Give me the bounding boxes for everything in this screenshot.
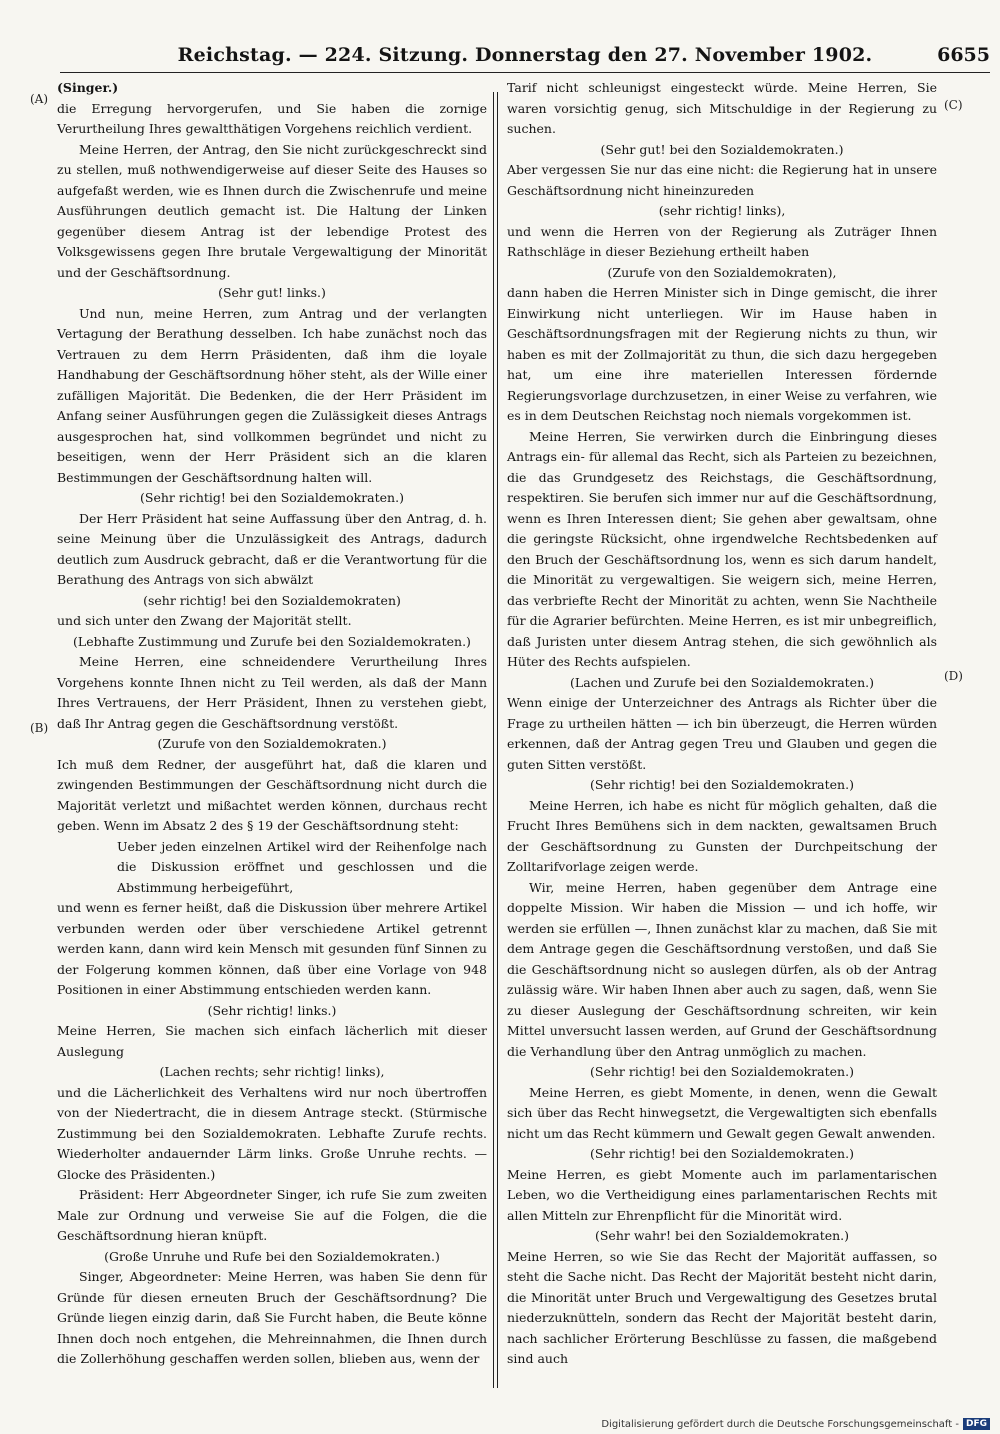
footer-text: Digitalisierung gefördert durch die Deutsche Forschungsgemeinschaft - (601, 1418, 959, 1430)
interjection: (Große Unruhe und Rufe bei den Sozialdemokraten.) (104, 1248, 440, 1264)
paragraph: Singer, Abgeordneter: Meine Herren, was haben Sie denn für Gründe für diesen erneuten Bruch der Geschäftsordnung? Die Gründe liegen einzig darin, daß Sie Furcht haben, die Beute könne Ihnen doch noch entgehen, die Mehreinnahmen, die Ihnen durch die Zollerhöhung geschaffen werden sollen, blieben aus, wenn der (57, 1269, 487, 1366)
paragraph: Meine Herren, es giebt Momente, in denen, wenn die Gewalt sich über das Recht hinwegsetzt, die Vergewaltigten sich ebenfalls nicht um das Recht kümmern und Gewalt gegen Gewalt anwenden. (507, 1084, 937, 1141)
paragraph: und wenn es ferner heißt, daß die Diskussion über mehrere Artikel verbunden werden oder über verschiedene Artikel getrennt werden kann, dann wird kein Mensch mit gesunden fünf Sinnen zu der Folgerung kommen können, daß über eine Vorlage von 948 Positionen in einer Abstimmung entschieden werden kann. (57, 900, 487, 997)
quoted-paragraph: Ueber jeden einzelnen Artikel wird der Reihenfolge nach die Diskussion eröffnet und geschlossen und die Abstimmung herbeigeführt, (117, 838, 487, 895)
interjection: (sehr richtig! links), (658, 203, 786, 218)
footer-credit (601, 1418, 990, 1430)
paragraph: dann haben die Herren Minister sich in Dinge gemischt, die ihrer Einwirkung nicht unterliegen. Wir im Hause haben in Geschäftsordnungsfragen mit der Regierung nichts zu thun, wir haben es mit der Zollmajorität zu thun, die sich dazu hergegeben hat, um eine ihre materiellen Interessen fördernde Regierungsvorlage durchzusetzen, in einer Weise zu verfahren, wie es in dem Deutschen Reichstag noch niemals vorgekommen ist. (507, 285, 937, 423)
paragraph: Aber vergessen Sie nur das eine nicht: die Regierung hat in unsere Geschäftsordnung nicht hineinzureden (507, 162, 937, 198)
paragraph: Meine Herren, es giebt Momente auch im parlamentarischen Leben, wo die Vertheidigung eines parlamentarischen Rechts mit allen Mitteln zur Ehrenpflicht für die Minorität wird. (507, 1166, 937, 1223)
interjection: (Sehr richtig! bei den Sozialdemokraten.) (590, 777, 854, 792)
page-header (60, 44, 990, 74)
paragraph: Und nun, meine Herren, zum Antrag und der verlangten Vertagung der Berathung desselben. Ich habe zunächst noch das Vertrauen zu dem Herrn Präsidenten, daß ihm die loyale Handhabung der Geschäftsordnung höher steht, als der Wille einer zufälligen Majorität. Die Bedenken, die der Herr Präsident im Anfang seiner Ausführungen gegen die Zulässigkeit dieses Antrags ausgesprochen hat, sind vollkommen begründet und nicht zu beseitigen, wenn der Herr Präsident sich an die klaren Bestimmungen der Geschäftsordnung halten will. (57, 305, 487, 485)
interjection: (Sehr richtig! links.) (207, 1002, 337, 1018)
interjection: (Zurufe von den Sozialdemokraten), (607, 264, 837, 280)
interjection: (Zurufe von den Sozialdemokraten.) (157, 736, 387, 751)
interjection: (Sehr richtig! bei den Sozialdemokraten.) (590, 1146, 854, 1161)
interjection: (Sehr wahr! bei den Sozialdemokraten.) (594, 1228, 850, 1243)
speaker-label: (Singer.) (57, 80, 119, 95)
margin-letter-d: (D) (944, 669, 963, 683)
paragraph: Wenn einige der Unterzeichner des Antrags als Richter über die Frage zu urtheilen hätten — ich bin überzeugt, die Herren würden erkennen, daß der Antrag gegen Treu und Glauben und gegen die guten Sitten verstößt. (507, 695, 937, 772)
paragraph: Ich muß dem Redner, der ausgeführt hat, daß die klaren und zwingenden Bestimmungen der Geschäftsordnung nicht durch die Majorität verletzt und mißachtet werden können, durchaus recht geben. Wenn im Absatz 2 des § 19 der Geschäftsordnung steht: (57, 756, 487, 833)
margin-letter-a: (A) (30, 92, 49, 106)
paragraph: Meine Herren, ich habe es nicht für möglich gehalten, daß die Frucht Ihres Bemühens sich in dem nackten, gewaltsamen Bruch der Geschäftsordnung zu Gunsten der Durchpeitschung der Zolltarifvorlage zeigen werde. (507, 797, 937, 874)
interjection: (Lebhafte Zustimmung und Zurufe bei den Sozialdemokraten.) (73, 633, 471, 649)
interjection: (Sehr gut! links.) (218, 285, 326, 300)
paragraph: Meine Herren, eine schneidendere Verurtheilung Ihres Vorgehens konnte Ihnen nicht zu Teil werden, als daß der Mann Ihres Vertrauens, der Herr Präsident, Ihnen zu verstehen giebt, daß Ihr Antrag gegen die Geschäftsordnung verstößt. (57, 654, 487, 731)
paragraph: Tarif nicht schleunigst eingesteckt würde. Meine Herren, Sie waren vorsichtig genug, sich Mitschuldige in der Regierung zu suchen. (507, 80, 937, 136)
column-divider (493, 92, 494, 1388)
interjection: (Sehr richtig! bei den Sozialdemokraten.) (140, 490, 404, 505)
paragraph: und die Lächerlichkeit des Verhaltens wird nur noch übertroffen von der Niedertracht, die in diesem Antrage steckt. (Stürmische Zustimmung bei den Sozialdemokraten. Lebhafte Zurufe rechts. Wiederholter andauernder Lärm links. Große Unruhe rechts. — Glocke des Präsidenten.) (57, 1084, 487, 1182)
interjection: (Lachen und Zurufe bei den Sozialdemokraten.) (570, 674, 874, 690)
page-number: 6655 (937, 44, 990, 66)
paragraph: Präsident: Herr Abgeordneter Singer, ich rufe Sie zum zweiten Male zur Ordnung und verweise Sie auf die Folgen, die die Geschäftsordnung hieran knüpft. (57, 1187, 487, 1243)
margin-letter-b: (B) (30, 721, 49, 735)
column-divider-double (497, 92, 498, 1388)
paragraph: Der Herr Präsident hat seine Auffassung über den Antrag, d. h. seine Meinung über die Unzulässigkeit des Antrags, dadurch deutlich zum Ausdruck gebracht, daß er die Verantwortung für die Berathung des Antrags von sich abwälzt (57, 510, 487, 587)
paragraph: Meine Herren, Sie verwirken durch die Einbringung dieses Antrags ein- für allemal das Recht, sich als Parteien zu bezeichnen, die das Grundgesetz des Reichstags, die Geschäftsordnung, respektiren. Sie berufen sich immer nur auf die Geschäftsordnung, wenn es Ihren Interessen dient; Sie gehen aber gewaltsam, ohne die geringste Rücksicht, ohne irgendwelche Rechtsbedenken auf den Bruch der Geschäftsordnung los, wenn es sich darum handelt, die Minorität zu vergewaltigen. Sie weigern sich, meine Herren, das verbriefte Recht der Minorität zu achten, wenn Sie Nachtheile für die Agrarier befürchten. Meine Herren, es ist mir unbegreiflich, daß Juristen unter diesem Antrag stehen, die sich gewöhnlich als Hüter des Rechts aufspielen. (507, 428, 937, 669)
interjection: (sehr richtig! bei den Sozialdemokraten) (143, 592, 401, 608)
interjection: (Lachen rechts; sehr richtig! links), (159, 1064, 385, 1079)
header-rule (60, 72, 990, 73)
paragraph: Meine Herren, der Antrag, den Sie nicht zurückgeschreckt sind zu stellen, muß nothwendigerweise auf dieser Seite des Hauses so aufgefaßt werden, wie es Ihnen durch die Zwischenrufe und meine Ausführungen deutlich gemacht ist. Die Haltung der Linken gegenüber diesem Antrag ist der lebendige Protest des Volksgewissens gegen Ihre brutale Vergewaltigung der Minorität und der Geschäftsordnung. (57, 141, 487, 280)
paragraph: und wenn die Herren von der Regierung als Zuträger Ihnen Rathschläge in dieser Beziehung ertheilt haben (507, 223, 937, 259)
paragraph: Wir, meine Herren, haben gegenüber dem Antrage eine doppelte Mission. Wir haben die Mission — und ich hoffe, wir werden sie erfüllen —, Ihnen zunächst klar zu machen, daß Sie mit dem Antrage gegen die Geschäftsordnung verstoßen, und daß Sie die Geschäftsordnung nicht so auslegen dürfen, als ob der Antrag zulässig wäre. Wir haben Ihnen aber auch zu sagen, daß, wenn Sie zu dieser Auslegung der Geschäftsordnung schreiten, wir kein Mittel unversucht lassen werden, auf Grund der Geschäftsordnung die Verhandlung über den Antrag unmöglich zu machen. (507, 879, 937, 1059)
right-column (507, 78, 937, 1370)
interjection: (Sehr richtig! bei den Sozialdemokraten.) (590, 1064, 854, 1079)
interjection: (Sehr gut! bei den Sozialdemokraten.) (600, 141, 844, 157)
paragraph: Meine Herren, Sie machen sich einfach lächerlich mit dieser Auslegung (57, 1023, 487, 1059)
paragraph: Meine Herren, so wie Sie das Recht der Majorität auffassen, so steht die Sache nicht. Das Recht der Majorität besteht nicht darin, die Minorität unter Bruch und Vergewaltigung des Gesetzes brutal niederzuknütteln, sondern das Recht der Majorität besteht darin, nach sachlicher Erörterung Beschlüsse zu fassen, die maßgebend sind auch (507, 1248, 937, 1366)
margin-letter-c: (C) (944, 98, 963, 112)
paragraph: und sich unter den Zwang der Majorität stellt. (57, 613, 352, 628)
left-column (57, 78, 487, 1370)
dfg-logo-icon: DFG (963, 1418, 990, 1430)
paragraph: die Erregung hervorgerufen, und Sie haben die zornige Verurtheilung Ihres gewaltthätigen Vorgehens reichlich verdient. (57, 100, 487, 136)
header-title: Reichstag. — 224. Sitzung. Donnerstag den 27. November 1902. (177, 44, 873, 66)
